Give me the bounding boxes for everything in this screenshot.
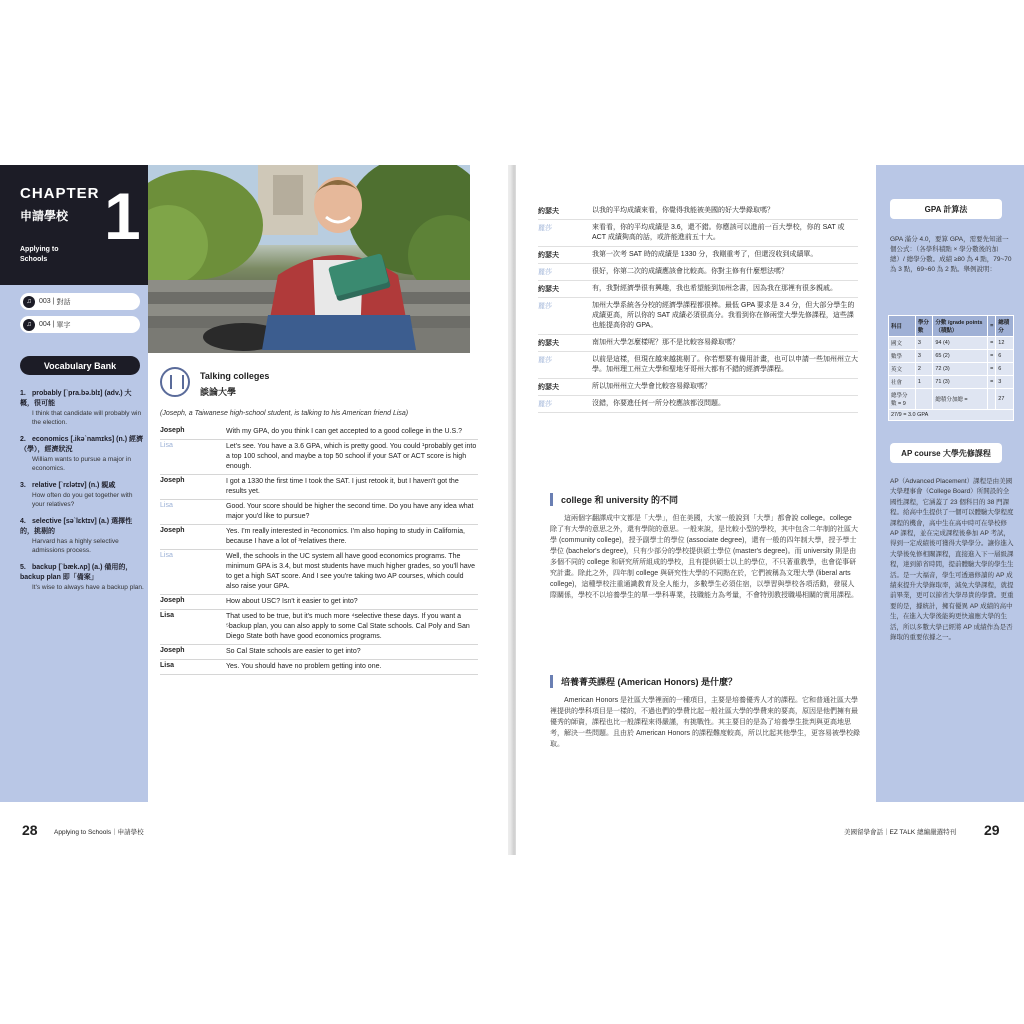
dialog-text: Good. Your score should be higher the second time. Do you have any idea what major you'd like to pursue? — [226, 503, 474, 520]
audio-track-dialog[interactable]: ♫ 003 | 對話 — [20, 293, 140, 310]
vocab-entry: relative [ˋrɛlətɪv] (n.) 親戚 — [32, 482, 116, 489]
dialog-line — [160, 660, 478, 675]
chapter-number: 1 — [104, 179, 141, 253]
gpa-result: 27/9 = 3.0 GPA — [889, 410, 1014, 421]
gpa-box-title: GPA 計算法 — [890, 199, 1002, 219]
dialog-speaker: Lisa — [160, 442, 173, 449]
running-footer-right: 美國留學會話｜EZ TALK 總編嚴選特刊 — [844, 829, 957, 836]
translation-speaker: 麗莎 — [538, 401, 552, 408]
vocab-example: It's wise to always have a backup plan. — [32, 584, 144, 591]
gpa-table-header — [889, 316, 1014, 337]
translation-line — [538, 220, 858, 247]
vocab-entry: economics [.ikəˋnamɪks] (n.) 經濟（學），經濟狀況 — [20, 436, 143, 453]
student-photo-illustration — [148, 165, 470, 353]
dialog-title-zh: 談論大學 — [200, 387, 237, 397]
headphones-icon: ♫ — [23, 319, 35, 331]
dialog-line — [160, 610, 478, 645]
gpa-cell: 71 (3) — [933, 376, 988, 389]
dialog-text: With my GPA, do you think I can get accepted to a good college in the U.S.? — [226, 428, 463, 435]
section-title-college: college 和 university 的不同 — [550, 493, 678, 506]
dialog-speaker: Lisa — [160, 662, 175, 669]
translation-speaker: 約瑟夫 — [538, 340, 559, 347]
gpa-description: GPA 滿分 4.0，要算 GPA，需要先知道一個公式：（各學科積點 × 學分數後的加總）/ 總學分數。成績 ≥80 為 4 點，79~70 為 3 點，69~60 為 2 點。舉例說明： — [890, 236, 1012, 273]
section-title-honors: 培養菁英課程 (American Honors) 是什麼？ — [550, 675, 737, 688]
gpa-cell: = — [988, 363, 996, 376]
gpa-cell: 數學 — [889, 350, 916, 363]
gpa-header-cell: 分數 /grade points（積點） — [933, 316, 988, 337]
running-footer-left: Applying to Schools｜申請學校 — [54, 829, 144, 836]
dialog-text: How about USC? Isn't it easier to get into? — [226, 598, 358, 605]
audio-track-number: 004 — [39, 321, 51, 328]
ap-box-title: AP course 大學先修課程 — [890, 443, 1002, 463]
translation-text: 來看看，你的平均成績是 3.6，還不錯。你應該可以進前一百大學校，你的 SAT 或 ACT 成績夠高的話，或許能進前五十大。 — [592, 224, 845, 241]
dialog-speaker: Joseph — [160, 647, 185, 654]
gpa-table — [888, 315, 1014, 421]
gpa-cell: 總積分加總 = — [933, 389, 988, 410]
gpa-table-row — [889, 350, 1014, 363]
dialog-speaker: Lisa — [160, 502, 173, 509]
translation-text: 加州大學系統各分校的經濟學課程都很棒。最低 GPA 要求是 3.4 分，但大部分學生的成績更高，所以你的 SAT 成績必須很高分。我看到你在修兩堂大學先修課程，這些課也能提高你的 GPA。 — [592, 302, 855, 329]
translation-line — [538, 352, 858, 379]
gpa-cell: = — [988, 350, 996, 363]
vocab-item — [20, 435, 144, 473]
gpa-cell: 1 — [915, 376, 932, 389]
dialog-speaker: Joseph — [160, 597, 185, 604]
gpa-table-row — [889, 363, 1014, 376]
gpa-cell: 3 — [996, 376, 1014, 389]
translation-speaker: 麗莎 — [538, 269, 552, 276]
vocab-num: 2. — [20, 436, 26, 443]
vocab-example: William wants to pursue a major in economics. — [32, 456, 131, 472]
chapter-title-en: Applying to Schools — [20, 246, 59, 263]
vocab-item — [20, 389, 144, 427]
dialog-speaker: Lisa — [160, 612, 175, 619]
translation-speaker: 麗莎 — [538, 225, 552, 232]
translation-text: 以我的平均成績來看，你覺得我能被美國的好大學錄取嗎？ — [592, 207, 774, 214]
translation-dialog — [538, 203, 858, 413]
dialog-line — [160, 500, 478, 525]
dialog-text: I got a 1330 the first time I took the SAT. I just retook it, but I haven't got the results yet. — [226, 478, 459, 495]
gpa-header-cell: 科目 — [889, 316, 916, 337]
gpa-cell: 社會 — [889, 376, 916, 389]
gpa-cell — [915, 389, 932, 410]
translation-line — [538, 335, 858, 352]
vocab-item — [20, 563, 144, 592]
audio-track-number: 003 — [39, 298, 51, 305]
page-number-right: 29 — [984, 822, 1000, 838]
dialog-text: So Cal State schools are easier to get into? — [226, 648, 361, 655]
gpa-cell: 2 — [915, 363, 932, 376]
gpa-cell: 72 (3) — [933, 363, 988, 376]
vocab-example: How often do you get together with your relatives? — [32, 492, 133, 508]
vocab-example: I think that candidate will probably win the election. — [32, 410, 142, 426]
dialog-line — [160, 425, 478, 440]
vocab-example: Harvard has a highly selective admissions process. — [32, 538, 119, 554]
vocab-num: 5. — [20, 564, 26, 571]
vocab-num: 1. — [20, 390, 26, 397]
dialog-line — [160, 440, 478, 475]
dialog-text: That used to be true, but it's much more ⁴selective these days. If you want a ⁵backup plan, you can also apply to some Cal State schools. Cal Poly and San Diego State both have good economics programs. — [226, 613, 470, 640]
translation-line — [538, 281, 858, 298]
gpa-cell: 國文 — [889, 337, 916, 350]
gpa-header-cell: = — [988, 316, 996, 337]
chapter-header — [0, 165, 148, 285]
dialog-intro: (Joseph, a Taiwanese high-school student, is talking to his American friend Lisa) — [160, 410, 409, 417]
gpa-cell: 65 (2) — [933, 350, 988, 363]
gpa-cell: = — [988, 376, 996, 389]
translation-line — [538, 247, 858, 264]
page-number-left: 28 — [22, 822, 38, 838]
dialog-line — [160, 645, 478, 660]
right-page — [516, 165, 1024, 855]
dialog-icon — [160, 367, 190, 397]
gpa-cell: 12 — [996, 337, 1014, 350]
gpa-cell: 總學分數 = 9 — [889, 389, 916, 410]
gpa-table-row — [889, 389, 1014, 410]
gpa-table-row — [889, 337, 1014, 350]
vocab-bank-title: Vocabulary Bank — [20, 356, 140, 375]
dialog-text: Let's see. You have a 3.6 GPA, which is pretty good. You could ¹probably get into a top 100 school, and maybe a top 50 school if your SAT or ACT score is high enough. — [226, 443, 477, 470]
vocab-item — [20, 517, 144, 555]
left-page — [0, 165, 508, 855]
vocab-num: 4. — [20, 518, 26, 525]
dialog-text: Well, the schools in the UC system all have good economics programs. The minimum GPA is 3.4, but most students have much higher grades, so you'll have to get a high SAT score. And I see you're taking two AP courses, which could also raise your GPA. — [226, 553, 476, 590]
translation-speaker: 約瑟夫 — [538, 286, 559, 293]
translation-speaker: 麗莎 — [538, 357, 552, 364]
gpa-cell: 6 — [996, 363, 1014, 376]
vocab-num: 3. — [20, 482, 26, 489]
ap-description: AP（Advanced Placement）課程是由美國大學理事會（College Board）所開設的全國性課程，它涵蓋了 23 個科目的 38 門課程。給高中生提供了一個可以體驗大學程度課程的機會，高中生在高中時可在學校修 AP 課程，並在完成課程後參加 AP 考試，得到一定成績後可獲得大學學分。讓你進入大學後免修相關課程，直接進入下一層級課程，達到節省時間，提前體驗大學的學生生活。是一大福音，學生可透過修讀的 AP 成績來提升大學錄取率，減免大學課程，就提前畢業，更可以節省大學昂貴的學費。更重要的是，據統計，擁有優異 AP 成績的高中生，在進入大學後能夠更快適應大學的生活，所以多數大學已經將 AP 成績作為是否錄取的重要依據之一。 — [890, 478, 1014, 642]
vocab-entry: probably [ˋpra.bə.blɪ] (adv.) 大概，很可能 — [20, 390, 132, 407]
dialog-line — [160, 550, 478, 595]
right-sidebar — [876, 165, 1024, 802]
translation-speaker: 約瑟夫 — [538, 208, 559, 215]
translation-text: 南加州大學怎麼樣呢？那不是比較容易錄取嗎？ — [592, 339, 739, 346]
gpa-cell: = — [988, 337, 996, 350]
dialog-lines — [160, 425, 478, 675]
gpa-cell: 3 — [915, 350, 932, 363]
dialog-title-en: Talking colleges — [200, 371, 270, 381]
translation-text: 沒錯，你要進任何一所分校應該都沒問題。 — [592, 400, 725, 407]
left-sidebar — [0, 165, 148, 802]
gpa-cell: 94 (4) — [933, 337, 988, 350]
translation-line — [538, 264, 858, 281]
vocab-item — [20, 481, 144, 509]
headphones-icon: ♫ — [23, 296, 35, 308]
gpa-cell: 6 — [996, 350, 1014, 363]
dialog-line — [160, 525, 478, 550]
dialog-speaker: Joseph — [160, 477, 185, 484]
audio-track-label: 對話 — [56, 298, 71, 306]
gpa-header-cell: 總積分 — [996, 316, 1014, 337]
gpa-cell — [988, 389, 996, 410]
audio-track-label: 單字 — [56, 321, 71, 329]
section-body-honors: American Honors 是社區大學裡面的一種項目，主要是培養優秀人才的課程。它和普通社區大學裡提供的學科項目是一樣的，不過也們的學費比起一般社區大學的學費來的要高，原因是他們擁有最優秀的師資，課程也比一般課程來得嚴謹，有挑戰性。其主要目的是為了培養學生批判與更高地思考，解決一些問題。且由於 American Honors 的課程難度較高，所以比起其他學生，更容易被學校錄取。 — [550, 697, 860, 748]
dialog-header — [160, 365, 478, 401]
section-body-college: 這兩個字翻譯成中文都是「大學」，但在美國，大家一般說到「大學」都會說 college。college 除了有大學的意思之外，還有學院的意思。一般來說，是比較小型的學校，其中包含二年制的社區大學 (community college)，授予副學士的學位 (associate degree)，還有一般的四年制大學，授予學士學位 (bachelor's degree)，只有少部分的學校提供碩士學位 (master's degree)。而 university 則是由多個不同的 college 和研究所所組成的學校，且有提供碩士以上的學位，不只著重教學，也會從事研究計畫。除此之外，四年制 college 與研究性大學的不同點在於，它們被稱為文理大學 (liberal arts college)，這種學校注重通識教育及全人能力，多數學生必須住宿，以學習與學校各項活動，發展人際關係，學校不以培養學生的單一學科專業，技職能力為考量，不會特別教授職場相關的實用課程。 — [550, 515, 858, 599]
dialog-line — [160, 595, 478, 610]
translation-text: 所以加州州立大學會比較容易錄取嗎？ — [592, 383, 711, 390]
chapter-word: CHAPTER — [20, 185, 100, 202]
translation-line — [538, 298, 858, 335]
translation-text: 有，我對經濟學很有興趣，我也希望能到加州念書，因為我在那裡有很多親戚。 — [592, 285, 837, 292]
gpa-table-row — [889, 376, 1014, 389]
translation-line — [538, 379, 858, 396]
translation-text: 很好，你第二次的成績應該會比較高。你對主修有什麼想法嗎？ — [592, 268, 788, 275]
chapter-title-zh: 申請學校 — [20, 209, 69, 223]
dialog-text: Yes. You should have no problem getting into one. — [226, 663, 382, 670]
translation-speaker: 約瑟夫 — [538, 384, 559, 391]
gpa-header-cell: 學分數 — [915, 316, 932, 337]
dialog-speaker: Joseph — [160, 427, 185, 434]
dialog-speaker: Lisa — [160, 552, 173, 559]
vocab-entry: selective [səˋlɛktɪv] (a.) 選擇性的，挑剔的 — [20, 518, 133, 535]
gpa-cell: 3 — [915, 337, 932, 350]
vocab-entry: backup [ˋbæk.ʌp] (a.) 備用的，backup plan 即「備案」 — [20, 564, 133, 581]
student-photo — [148, 165, 470, 353]
translation-speaker: 約瑟夫 — [538, 252, 559, 259]
translation-line — [538, 203, 858, 220]
gpa-table-result — [889, 410, 1014, 421]
translation-text: 我第一次考 SAT 時的成績是 1330 分，我剛重考了，但還沒收到成績單。 — [592, 251, 818, 258]
translation-text: 以前是這樣，但現在越來越挑剔了。你若想要有備用計畫，也可以申請一些加州州立大學。加州理工州立大學和聖地牙哥州大都有不錯的經濟學課程。 — [592, 356, 858, 373]
dialog-text: Yes. I'm really interested in ²economics. I'm also hoping to study in California, because I have a lot of ³relatives there. — [226, 528, 465, 545]
vocab-list — [20, 389, 144, 600]
gpa-cell: 英文 — [889, 363, 916, 376]
audio-track-vocab[interactable]: ♫ 004 | 單字 — [20, 316, 140, 333]
dialog-line — [160, 475, 478, 500]
gpa-cell: 27 — [996, 389, 1014, 410]
translation-line — [538, 396, 858, 413]
dialog-speaker: Joseph — [160, 527, 185, 534]
translation-speaker: 麗莎 — [538, 303, 552, 310]
